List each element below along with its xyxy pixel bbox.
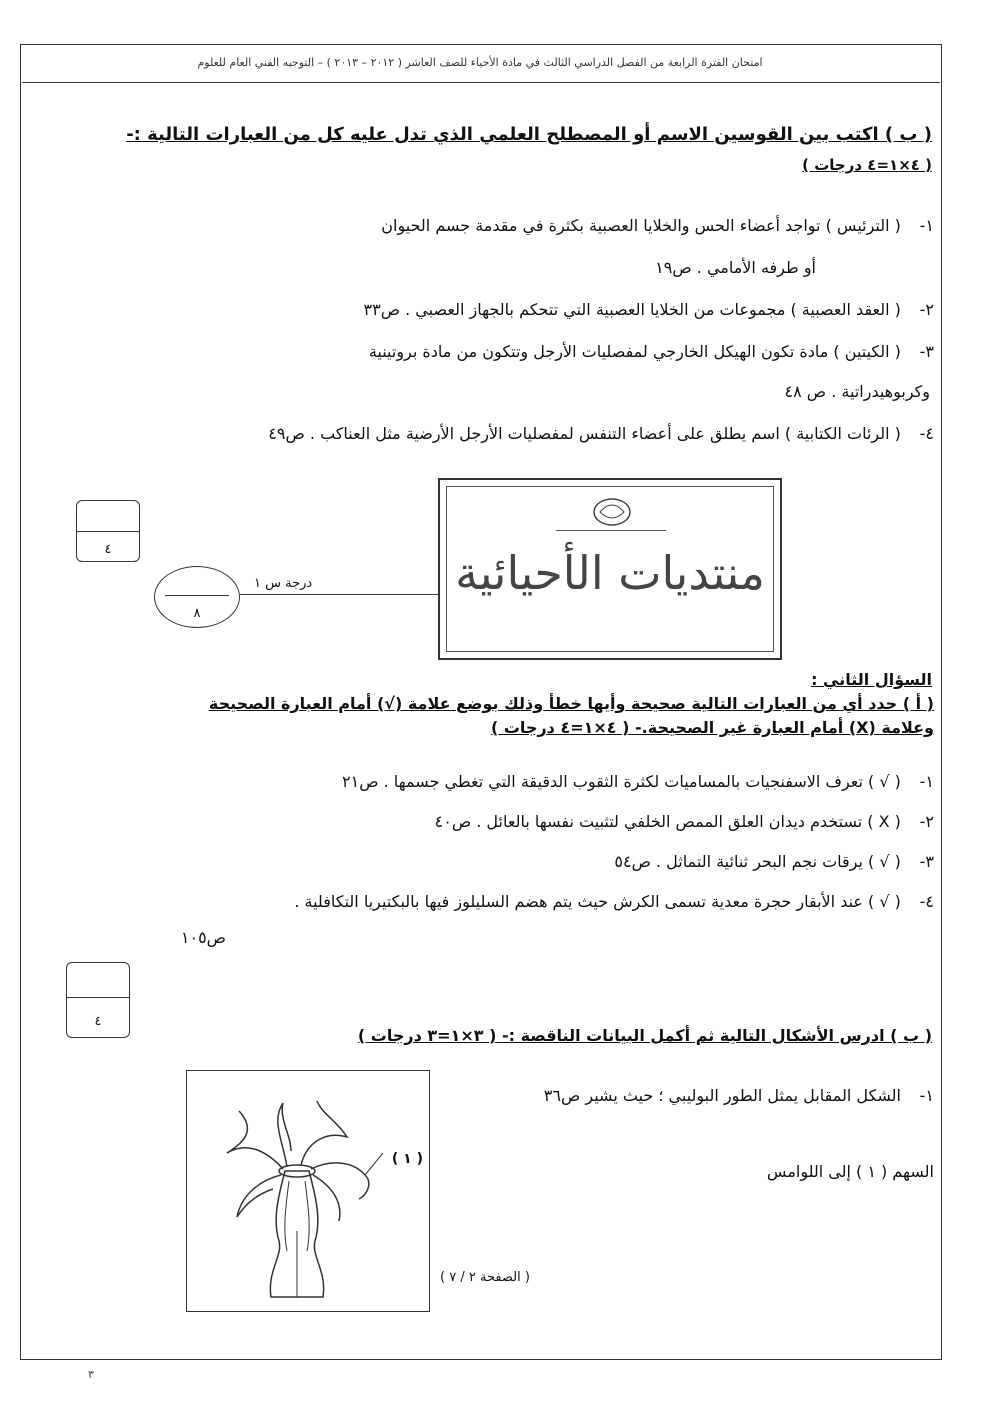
item-number: ٢- bbox=[919, 300, 934, 319]
item-text: ( الرئات الكتابية ) اسم يطلق على أعضاء التنفس لمفصليات الأرجل الأرضية مثل العناكب . ص٤٩ bbox=[268, 424, 901, 443]
score-divider bbox=[165, 595, 229, 596]
item-number: ٣- bbox=[919, 852, 934, 871]
score-value: ٤ bbox=[94, 1014, 102, 1029]
q2-item-3 bbox=[614, 852, 934, 871]
q2-part-a-line2 bbox=[491, 718, 934, 737]
item-text: ( √ ) عند الأبقار حجرة معدية تسمى الكرش حيث يتم هضم السليلوز فيها بالبكتيريا التكافلية . bbox=[294, 892, 901, 911]
item-number: ٤- bbox=[919, 892, 934, 911]
b1-item-3 bbox=[369, 342, 934, 361]
item-text: الشكل المقابل يمثل الطور البوليبي ؛ حيث يشير ص٣٦ bbox=[543, 1086, 901, 1105]
score-box-section-b1 bbox=[76, 500, 140, 562]
b1-item-2 bbox=[364, 300, 934, 319]
stamp-rule bbox=[556, 530, 666, 531]
score-value: ٨ bbox=[193, 606, 201, 621]
score-circle-label: درجة س ١ bbox=[254, 576, 313, 591]
stamp-text: منتديات الأحيائية bbox=[455, 546, 765, 600]
page-number: ( الصفحة ٢ / ٧ ) bbox=[440, 1270, 530, 1285]
figure-label-1: ( ١ ) bbox=[391, 1151, 423, 1167]
score-divider bbox=[77, 531, 139, 532]
score-divider bbox=[67, 997, 129, 998]
section-b2-title-line bbox=[358, 1026, 932, 1045]
item-number: ٣- bbox=[919, 342, 934, 361]
leader-line bbox=[240, 594, 440, 595]
item-number: ٤- bbox=[919, 424, 934, 443]
b2-item-1 bbox=[544, 1086, 934, 1105]
score-box-q2-a bbox=[66, 962, 130, 1038]
b1-item-1 bbox=[381, 216, 934, 235]
stamp-emblem-icon bbox=[590, 494, 634, 530]
item-text: ( √ ) تعرف الاسفنجيات بالمساميات لكثرة الثقوب الدقيقة التي تغطي جسمها . ص٢١ bbox=[342, 772, 901, 791]
item-number: ١- bbox=[919, 1086, 934, 1105]
q2-part-a-line1: ( أ ) حدد أي من العبارات التالية صحيحة وأيها خطأ وذلك بوضع علامة (√) أمام العبارة الصحيحة bbox=[208, 694, 934, 713]
b1-item-4 bbox=[268, 424, 934, 443]
item-text: ( الترئيس ) تواجد أعضاء الحس والخلايا العصبية بكثرة في مقدمة جسم الحيوان bbox=[381, 216, 901, 235]
q2-item-4 bbox=[294, 892, 934, 911]
item-text: ( X ) تستخدم ديدان العلق الممص الخلفي لتثبيت نفسها بالعائل . ص٤٠ bbox=[434, 812, 901, 831]
header-divider bbox=[22, 82, 940, 83]
item-text: ( الكيتين ) مادة تكون الهيكل الخارجي لمفصليات الأرجل وتتكون من مادة بروتينية bbox=[368, 342, 901, 361]
score-value: ٤ bbox=[104, 542, 112, 557]
item-text: ( العقد العصبية ) مجموعات من الخلايا العصبية التي تتحكم بالجهاز العصبي . ص٣٣ bbox=[363, 300, 901, 319]
b1-item-1-cont: أو طرفه الأمامي . ص١٩ bbox=[655, 258, 816, 277]
section-b2-title: ( ب ) ادرس الأشكال التالية ثم أكمل البيانات الناقصة :- bbox=[501, 1026, 932, 1045]
question-2-title: السؤال الثاني : bbox=[811, 670, 932, 689]
q2-item-2 bbox=[435, 812, 934, 831]
item-number: ٢- bbox=[919, 812, 934, 831]
watermark-stamp bbox=[438, 478, 782, 660]
section-b2-marks: ( ٣×١=٣ درجات ) bbox=[357, 1026, 497, 1045]
polyp-drawing-icon bbox=[187, 1071, 427, 1309]
q2-item-1 bbox=[342, 772, 934, 791]
section-b1-marks: ( ٤×١=٤ درجات ) bbox=[802, 156, 932, 174]
corner-mark: ٣ bbox=[88, 1368, 94, 1381]
b1-item-3-cont: وكربوهيدراتية . ص ٤٨ bbox=[784, 382, 930, 401]
item-text: ( √ ) يرقات نجم البحر ثنائية التماثل . ص٥٤ bbox=[614, 852, 901, 871]
item-number: ١- bbox=[919, 216, 934, 235]
q2-item-4-cont: ص١٠٥ bbox=[180, 928, 226, 947]
section-b1-title: ( ب ) اكتب بين القوسين الاسم أو المصطلح العلمي الذي تدل عليه كل من العبارات التالية :- bbox=[126, 124, 932, 145]
item-number: ١- bbox=[919, 772, 934, 791]
page-header: امتحان الفترة الرابعة من الفصل الدراسي الثالث في مادة الأحياء للصف العاشر ( ٢٠١٢ – ٢٠١٣ ) – التوجيه الفني العام للعلوم bbox=[197, 56, 763, 69]
q2-part-a-text: وعلامة (X) أمام العبارة غير الصحيحة.- bbox=[635, 718, 934, 737]
q2-part-a-marks: ( ٤×١=٤ درجات ) bbox=[490, 718, 630, 737]
polyp-figure bbox=[186, 1070, 430, 1312]
b2-item-1-cont: السهم ( ١ ) إلى اللوامس bbox=[766, 1162, 934, 1181]
score-circle-q1 bbox=[154, 566, 240, 628]
